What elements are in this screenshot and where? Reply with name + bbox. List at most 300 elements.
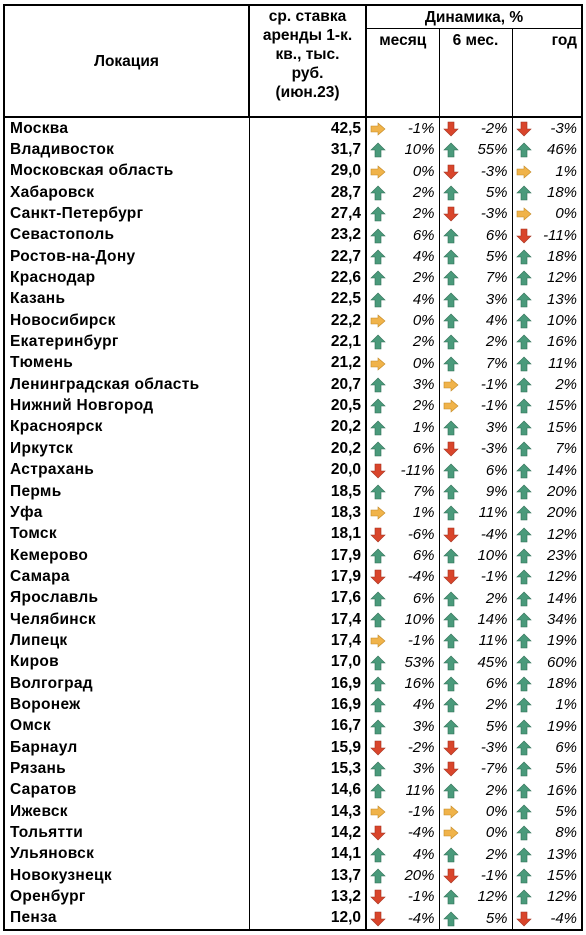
rate-cell: 17,4 bbox=[249, 630, 366, 651]
six-months-change-cell bbox=[439, 908, 512, 930]
arrow-up-icon bbox=[443, 676, 459, 692]
six-months-change-value: 5% bbox=[485, 248, 508, 266]
rent-table bbox=[3, 4, 583, 931]
city-cell: Саратов bbox=[4, 780, 249, 801]
rate-cell: 28,7 bbox=[249, 182, 366, 203]
year-change-value: 20% bbox=[546, 504, 578, 522]
six-months-change-value: 2% bbox=[485, 589, 508, 607]
arrow-up-icon bbox=[516, 505, 532, 521]
six-months-change-cell bbox=[439, 481, 512, 502]
six-months-change-value: -1% bbox=[480, 376, 508, 394]
month-change-cell bbox=[366, 182, 439, 203]
rate-cell: 17,9 bbox=[249, 545, 366, 566]
six-months-change-cell bbox=[439, 438, 512, 459]
year-change-cell bbox=[512, 117, 582, 139]
rent-table-wrapper bbox=[3, 4, 581, 931]
rate-cell: 15,3 bbox=[249, 758, 366, 779]
rate-cell: 12,0 bbox=[249, 908, 366, 930]
year-change-cell bbox=[512, 652, 582, 673]
rate-cell: 14,6 bbox=[249, 780, 366, 801]
city-cell: Ростов-на-Дону bbox=[4, 246, 249, 267]
table-row bbox=[4, 524, 582, 545]
rate-cell: 20,0 bbox=[249, 460, 366, 481]
year-change-cell bbox=[512, 801, 582, 822]
table-row bbox=[4, 609, 582, 630]
six-months-change-value: 3% bbox=[485, 290, 508, 308]
six-months-change-value: 11% bbox=[478, 504, 508, 522]
rate-cell: 14,2 bbox=[249, 822, 366, 843]
arrow-up-icon bbox=[443, 356, 459, 372]
six-months-change-cell bbox=[439, 267, 512, 288]
arrow-up-icon bbox=[516, 740, 532, 756]
year-change-value: 23% bbox=[546, 546, 578, 564]
arrow-down-icon bbox=[370, 740, 386, 756]
arrow-up-icon bbox=[443, 847, 459, 863]
table-row bbox=[4, 865, 582, 886]
arrow-up-icon bbox=[516, 825, 532, 841]
city-cell: Хабаровск bbox=[4, 182, 249, 203]
month-change-value: 3% bbox=[412, 760, 435, 778]
city-cell: Оренбург bbox=[4, 886, 249, 907]
arrow-up-icon bbox=[443, 484, 459, 500]
dynamics-header: Динамика, % bbox=[366, 5, 582, 29]
table-row bbox=[4, 460, 582, 481]
month-change-cell bbox=[366, 438, 439, 459]
city-cell: Пенза bbox=[4, 908, 249, 930]
six-months-change-value: 10% bbox=[477, 546, 508, 564]
month-change-value: 2% bbox=[412, 269, 435, 287]
six-months-change-value: 6% bbox=[485, 226, 508, 244]
month-change-cell bbox=[366, 758, 439, 779]
six-months-change-value: 7% bbox=[485, 354, 508, 372]
arrow-up-icon bbox=[516, 398, 532, 414]
city-cell: Кемерово bbox=[4, 545, 249, 566]
arrow-up-icon bbox=[516, 847, 532, 863]
rate-cell: 20,2 bbox=[249, 438, 366, 459]
table-row bbox=[4, 652, 582, 673]
six-months-change-value: 6% bbox=[485, 461, 508, 479]
table-body bbox=[4, 117, 582, 930]
month-change-value: 20% bbox=[404, 867, 435, 885]
city-cell: Ижевск bbox=[4, 801, 249, 822]
month-change-value: 10% bbox=[404, 610, 435, 628]
table-row bbox=[4, 438, 582, 459]
rate-cell: 18,1 bbox=[249, 524, 366, 545]
table-row bbox=[4, 780, 582, 801]
year-change-value: 11% bbox=[548, 354, 578, 372]
six-months-change-value: 5% bbox=[485, 184, 508, 202]
rate-cell: 20,7 bbox=[249, 374, 366, 395]
month-change-cell bbox=[366, 545, 439, 566]
six-months-change-cell bbox=[439, 331, 512, 352]
month-change-value: 4% bbox=[412, 696, 435, 714]
six-months-change-value: 2% bbox=[485, 333, 508, 351]
city-cell: Екатеринбург bbox=[4, 331, 249, 352]
month-change-value: 6% bbox=[412, 546, 435, 564]
table-row bbox=[4, 545, 582, 566]
table-row bbox=[4, 225, 582, 246]
month-change-value: 0% bbox=[412, 162, 435, 180]
month-change-value: -1% bbox=[407, 120, 435, 137]
arrow-up-icon bbox=[370, 185, 386, 201]
arrow-up-icon bbox=[443, 420, 459, 436]
year-change-cell bbox=[512, 310, 582, 331]
city-cell: Севастополь bbox=[4, 225, 249, 246]
arrow-up-icon bbox=[516, 292, 532, 308]
city-cell: Санкт-Петербург bbox=[4, 203, 249, 224]
rate-cell: 14,3 bbox=[249, 801, 366, 822]
table-row bbox=[4, 801, 582, 822]
arrow-up-icon bbox=[370, 847, 386, 863]
month-change-value: 0% bbox=[412, 312, 435, 330]
six-months-change-cell bbox=[439, 353, 512, 374]
year-change-cell bbox=[512, 438, 582, 459]
city-cell: Астрахань bbox=[4, 460, 249, 481]
year-change-value: 19% bbox=[546, 632, 578, 650]
year-change-cell bbox=[512, 161, 582, 182]
six-months-change-cell bbox=[439, 225, 512, 246]
year-change-cell bbox=[512, 566, 582, 587]
month-change-value: 6% bbox=[412, 589, 435, 607]
table-row bbox=[4, 630, 582, 651]
month-change-cell bbox=[366, 117, 439, 139]
rate-cell: 17,9 bbox=[249, 566, 366, 587]
year-change-value: 12% bbox=[546, 269, 578, 287]
arrow-down-icon bbox=[516, 228, 532, 244]
arrow-up-icon bbox=[443, 633, 459, 649]
arrow-up-icon bbox=[516, 676, 532, 692]
year-change-cell bbox=[512, 588, 582, 609]
arrow-up-icon bbox=[443, 889, 459, 905]
six-months-change-value: -3% bbox=[480, 162, 508, 180]
year-change-value: 46% bbox=[546, 141, 578, 159]
city-cell: Новокузнецк bbox=[4, 865, 249, 886]
arrow-up-icon bbox=[370, 484, 386, 500]
arrow-up-icon bbox=[370, 206, 386, 222]
table-row bbox=[4, 716, 582, 737]
rate-cell: 42,5 bbox=[249, 117, 366, 139]
six-months-change-value: 9% bbox=[485, 482, 508, 500]
month-change-cell bbox=[366, 502, 439, 523]
year-change-value: 12% bbox=[546, 568, 578, 586]
arrow-right-icon bbox=[370, 356, 386, 372]
arrow-up-icon bbox=[370, 420, 386, 436]
arrow-down-icon bbox=[443, 868, 459, 884]
city-cell: Иркутск bbox=[4, 438, 249, 459]
year-change-value: 8% bbox=[555, 824, 578, 842]
year-change-cell bbox=[512, 460, 582, 481]
month-change-cell bbox=[366, 737, 439, 758]
arrow-right-icon bbox=[370, 313, 386, 329]
six-months-change-cell bbox=[439, 289, 512, 310]
table-row bbox=[4, 139, 582, 160]
rate-cell: 22,2 bbox=[249, 310, 366, 331]
rate-cell: 21,2 bbox=[249, 353, 366, 374]
month-change-cell bbox=[366, 801, 439, 822]
month-change-value: -4% bbox=[407, 824, 435, 842]
city-cell: Барнаул bbox=[4, 737, 249, 758]
city-cell: Ярославль bbox=[4, 588, 249, 609]
year-change-value: 20% bbox=[546, 482, 578, 500]
month-change-value: 16% bbox=[404, 674, 435, 692]
rate-cell: 13,7 bbox=[249, 865, 366, 886]
table-row bbox=[4, 395, 582, 416]
six-months-change-cell bbox=[439, 203, 512, 224]
year-change-cell bbox=[512, 865, 582, 886]
arrow-right-icon bbox=[516, 164, 532, 180]
six-months-change-cell bbox=[439, 694, 512, 715]
rate-cell: 17,4 bbox=[249, 609, 366, 630]
arrow-up-icon bbox=[516, 334, 532, 350]
year-change-cell bbox=[512, 481, 582, 502]
arrow-down-icon bbox=[443, 527, 459, 543]
table-row bbox=[4, 267, 582, 288]
six-months-change-cell bbox=[439, 801, 512, 822]
rate-cell: 14,1 bbox=[249, 844, 366, 865]
rate-cell: 18,5 bbox=[249, 481, 366, 502]
six-months-change-value: 7% bbox=[485, 269, 508, 287]
arrow-down-icon bbox=[370, 527, 386, 543]
arrow-up-icon bbox=[370, 270, 386, 286]
month-change-value: 1% bbox=[412, 418, 435, 436]
rate-cell: 15,9 bbox=[249, 737, 366, 758]
month-change-cell bbox=[366, 844, 439, 865]
six-months-change-value: -3% bbox=[480, 205, 508, 223]
year-change-cell bbox=[512, 182, 582, 203]
table-row bbox=[4, 310, 582, 331]
table-row bbox=[4, 161, 582, 182]
month-change-cell bbox=[366, 225, 439, 246]
rate-cell: 27,4 bbox=[249, 203, 366, 224]
month-change-cell bbox=[366, 203, 439, 224]
city-cell: Рязань bbox=[4, 758, 249, 779]
arrow-down-icon bbox=[443, 569, 459, 585]
arrow-up-icon bbox=[370, 719, 386, 735]
month-change-value: 6% bbox=[412, 440, 435, 458]
rate-cell: 13,2 bbox=[249, 886, 366, 907]
arrow-up-icon bbox=[516, 356, 532, 372]
arrow-up-icon bbox=[370, 783, 386, 799]
city-cell: Уфа bbox=[4, 502, 249, 523]
six-months-change-cell bbox=[439, 822, 512, 843]
arrow-up-icon bbox=[516, 761, 532, 777]
table-row bbox=[4, 886, 582, 907]
arrow-up-icon bbox=[516, 655, 532, 671]
rate-header-line: (июн.23) bbox=[275, 84, 340, 101]
table-row bbox=[4, 673, 582, 694]
month-change-cell bbox=[366, 652, 439, 673]
arrow-up-icon bbox=[516, 463, 532, 479]
month-change-cell bbox=[366, 353, 439, 374]
year-change-cell bbox=[512, 780, 582, 801]
arrow-up-icon bbox=[443, 142, 459, 158]
six-months-change-value: 2% bbox=[485, 845, 508, 863]
arrow-up-icon bbox=[516, 633, 532, 649]
arrow-up-icon bbox=[370, 868, 386, 884]
arrow-up-icon bbox=[516, 185, 532, 201]
month-change-cell bbox=[366, 331, 439, 352]
six-months-change-value: -2% bbox=[480, 120, 508, 137]
arrow-up-icon bbox=[443, 697, 459, 713]
month-change-cell bbox=[366, 417, 439, 438]
arrow-right-icon bbox=[370, 121, 386, 137]
arrow-up-icon bbox=[443, 249, 459, 265]
six-months-change-value: 14% bbox=[477, 610, 508, 628]
table-row bbox=[4, 908, 582, 930]
month-change-value: -1% bbox=[407, 632, 435, 650]
year-change-value: 15% bbox=[546, 867, 578, 885]
year-change-cell bbox=[512, 630, 582, 651]
year-change-value: 12% bbox=[546, 888, 578, 906]
table-row bbox=[4, 374, 582, 395]
arrow-up-icon bbox=[443, 548, 459, 564]
six-months-change-cell bbox=[439, 588, 512, 609]
six-months-change-cell bbox=[439, 673, 512, 694]
year-change-value: 18% bbox=[546, 184, 578, 202]
city-cell: Красноярск bbox=[4, 417, 249, 438]
city-cell: Московская область bbox=[4, 161, 249, 182]
year-change-value: 18% bbox=[546, 674, 578, 692]
arrow-up-icon bbox=[516, 697, 532, 713]
arrow-up-icon bbox=[443, 911, 459, 927]
arrow-up-icon bbox=[516, 377, 532, 393]
six-months-change-cell bbox=[439, 716, 512, 737]
month-change-value: 10% bbox=[404, 141, 435, 159]
arrow-up-icon bbox=[370, 228, 386, 244]
six-months-header: 6 мес. bbox=[439, 29, 512, 118]
city-cell: Тюмень bbox=[4, 353, 249, 374]
month-change-cell bbox=[366, 310, 439, 331]
six-months-change-value: 4% bbox=[485, 312, 508, 330]
arrow-down-icon bbox=[443, 740, 459, 756]
month-change-cell bbox=[366, 886, 439, 907]
rate-cell: 22,5 bbox=[249, 289, 366, 310]
arrow-up-icon bbox=[370, 334, 386, 350]
arrow-up-icon bbox=[516, 249, 532, 265]
year-change-cell bbox=[512, 246, 582, 267]
arrow-up-icon bbox=[443, 591, 459, 607]
six-months-change-cell bbox=[439, 417, 512, 438]
rate-cell: 22,6 bbox=[249, 267, 366, 288]
table-row bbox=[4, 566, 582, 587]
six-months-change-cell bbox=[439, 502, 512, 523]
city-cell: Самара bbox=[4, 566, 249, 587]
rate-cell: 31,7 bbox=[249, 139, 366, 160]
year-change-cell bbox=[512, 395, 582, 416]
year-header: год bbox=[512, 29, 582, 118]
arrow-down-icon bbox=[443, 121, 459, 137]
arrow-down-icon bbox=[516, 911, 532, 927]
city-cell: Нижний Новгород bbox=[4, 395, 249, 416]
year-change-value: 5% bbox=[555, 760, 578, 778]
six-months-change-value: 2% bbox=[485, 696, 508, 714]
year-change-value: 14% bbox=[546, 461, 578, 479]
six-months-change-cell bbox=[439, 566, 512, 587]
arrow-up-icon bbox=[370, 249, 386, 265]
table-row bbox=[4, 203, 582, 224]
six-months-change-cell bbox=[439, 374, 512, 395]
six-months-change-cell bbox=[439, 652, 512, 673]
arrow-up-icon bbox=[443, 228, 459, 244]
table-row bbox=[4, 844, 582, 865]
month-change-cell bbox=[366, 395, 439, 416]
year-change-cell bbox=[512, 545, 582, 566]
city-cell: Москва bbox=[4, 117, 249, 139]
arrow-up-icon bbox=[370, 142, 386, 158]
city-cell: Новосибирск bbox=[4, 310, 249, 331]
arrow-up-icon bbox=[443, 185, 459, 201]
arrow-right-icon bbox=[516, 206, 532, 222]
six-months-change-value: 45% bbox=[477, 653, 508, 671]
arrow-right-icon bbox=[443, 398, 459, 414]
arrow-right-icon bbox=[370, 505, 386, 521]
month-change-value: -1% bbox=[407, 888, 435, 906]
arrow-up-icon bbox=[370, 676, 386, 692]
rate-cell: 17,0 bbox=[249, 652, 366, 673]
arrow-up-icon bbox=[443, 719, 459, 735]
rate-cell: 22,1 bbox=[249, 331, 366, 352]
arrow-up-icon bbox=[370, 761, 386, 777]
arrow-up-icon bbox=[370, 398, 386, 414]
year-change-cell bbox=[512, 886, 582, 907]
arrow-up-icon bbox=[516, 612, 532, 628]
arrow-down-icon bbox=[443, 206, 459, 222]
month-change-cell bbox=[366, 524, 439, 545]
six-months-change-cell bbox=[439, 460, 512, 481]
arrow-up-icon bbox=[516, 441, 532, 457]
arrow-up-icon bbox=[516, 142, 532, 158]
arrow-up-icon bbox=[516, 569, 532, 585]
city-cell: Омск bbox=[4, 716, 249, 737]
city-cell: Волгоград bbox=[4, 673, 249, 694]
year-change-value: 13% bbox=[546, 290, 578, 308]
month-change-cell bbox=[366, 630, 439, 651]
city-cell: Воронеж bbox=[4, 694, 249, 715]
month-change-cell bbox=[366, 822, 439, 843]
arrow-up-icon bbox=[516, 889, 532, 905]
arrow-up-icon bbox=[516, 420, 532, 436]
arrow-right-icon bbox=[370, 804, 386, 820]
six-months-change-value: -3% bbox=[480, 440, 508, 458]
arrow-right-icon bbox=[443, 377, 459, 393]
city-cell: Владивосток bbox=[4, 139, 249, 160]
six-months-change-value: 5% bbox=[485, 909, 508, 927]
month-change-cell bbox=[366, 374, 439, 395]
rate-cell: 29,0 bbox=[249, 161, 366, 182]
arrow-right-icon bbox=[370, 633, 386, 649]
header-row bbox=[4, 5, 582, 29]
arrow-up-icon bbox=[443, 783, 459, 799]
city-cell: Казань bbox=[4, 289, 249, 310]
rate-cell: 16,7 bbox=[249, 716, 366, 737]
six-months-change-value: -1% bbox=[480, 867, 508, 885]
city-cell: Ульяновск bbox=[4, 844, 249, 865]
month-change-value: -11% bbox=[400, 461, 435, 479]
city-cell: Томск bbox=[4, 524, 249, 545]
city-cell: Пермь bbox=[4, 481, 249, 502]
table-row bbox=[4, 182, 582, 203]
year-change-cell bbox=[512, 331, 582, 352]
year-change-value: 16% bbox=[546, 333, 578, 351]
month-change-cell bbox=[366, 161, 439, 182]
month-change-value: 3% bbox=[412, 717, 435, 735]
month-change-cell bbox=[366, 865, 439, 886]
six-months-change-cell bbox=[439, 161, 512, 182]
six-months-change-value: -4% bbox=[480, 525, 508, 543]
arrow-up-icon bbox=[370, 548, 386, 564]
month-change-cell bbox=[366, 673, 439, 694]
arrow-up-icon bbox=[443, 313, 459, 329]
